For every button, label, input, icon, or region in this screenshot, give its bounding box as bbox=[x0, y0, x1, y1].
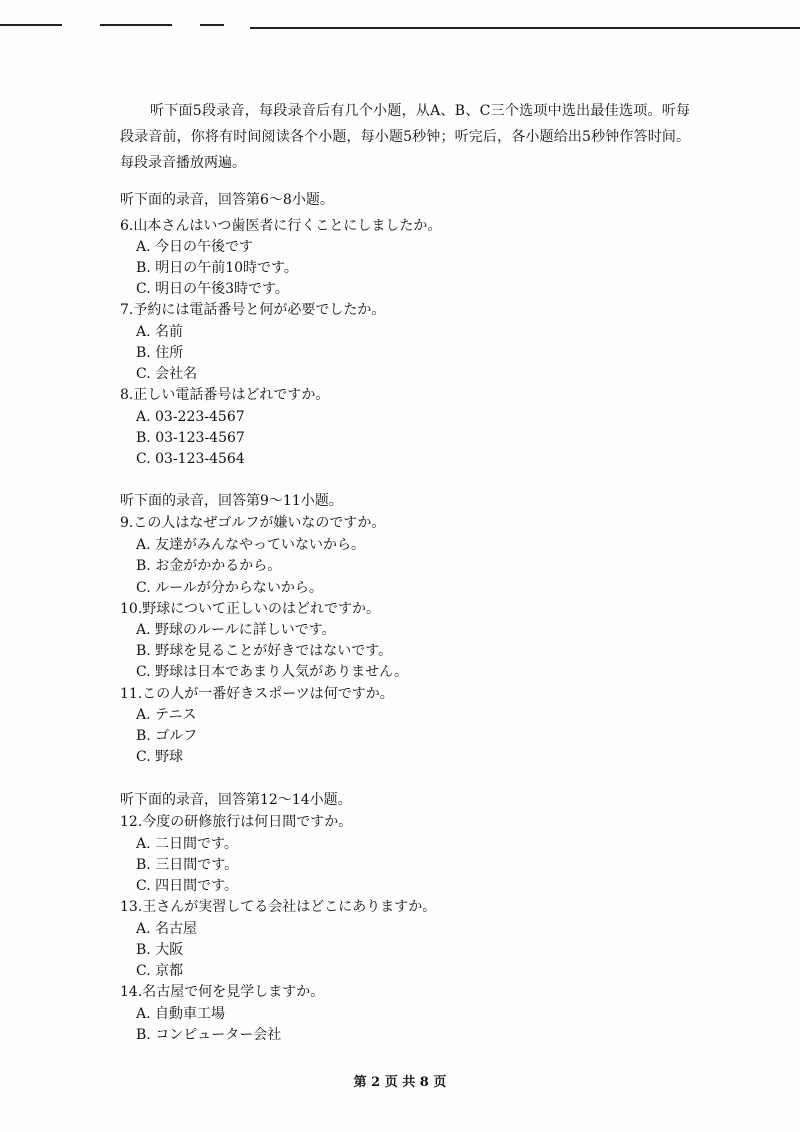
instructions-paragraph: 听下面5段录音，每段录音后有几个小题，从A、B、C三个选项中选出最佳选项。听每段录音前，你将有时间阅读各个小题，每小题5秒钟；听完后，各小题给出5秒钟作答时间。每段录音播放两遍。 bbox=[120, 103, 690, 171]
answer-option: C. 会社名 bbox=[136, 366, 198, 382]
question-text: 12.今度の研修旅行は何日間ですか。 bbox=[120, 814, 353, 830]
answer-option: B. コンピューター会社 bbox=[136, 1027, 282, 1043]
top-rule-segment bbox=[0, 24, 62, 26]
answer-option: C. 野球 bbox=[136, 749, 184, 765]
question-text: 13.王さんが実習してる会社はどこにありますか。 bbox=[120, 899, 437, 915]
section-header: 听下面的录音，回答第9～11小题。 bbox=[120, 493, 343, 509]
answer-option: C. 京都 bbox=[136, 963, 184, 979]
answer-option: B. 明日の午前10時です。 bbox=[136, 260, 298, 276]
answer-option: A. 二日間です。 bbox=[136, 836, 238, 852]
answer-option: A. 03-223-4567 bbox=[136, 409, 245, 425]
answer-option: A. 友達がみんなやっていないから。 bbox=[136, 537, 366, 553]
answer-option: C. 明日の午後3時です。 bbox=[136, 281, 289, 297]
answer-option: C. 03-123-4564 bbox=[136, 451, 245, 467]
answer-option: C. 野球は日本であまり人気がありません。 bbox=[136, 664, 408, 680]
answer-option: C. ルールが分からないから。 bbox=[136, 580, 323, 596]
section-header: 听下面的录音，回答第6～8小题。 bbox=[120, 192, 334, 208]
answer-option: B. 大阪 bbox=[136, 942, 184, 958]
question-text: 14.名古屋で何を見学しますか。 bbox=[120, 984, 325, 1000]
answer-option: A. 今日の午後です bbox=[136, 239, 254, 255]
answer-option: B. お金がかかるから。 bbox=[136, 558, 282, 574]
question-text: 6.山本さんはいつ歯医者に行くことにしましたか。 bbox=[120, 218, 442, 234]
answer-option: B. 野球を見ることが好きではないです。 bbox=[136, 643, 393, 659]
question-text: 8.正しい電話番号はどれですか。 bbox=[120, 387, 330, 403]
question-text: 11.この人が一番好きスポーツは何ですか。 bbox=[120, 686, 394, 702]
top-rule-segment bbox=[100, 24, 172, 26]
question-text: 9.この人はなぜゴルフが嫌いなのですか。 bbox=[120, 515, 386, 531]
answer-option: A. 名前 bbox=[136, 324, 184, 340]
answer-option: B. 三日間です。 bbox=[136, 857, 239, 873]
answer-option: A. 野球のルールに詳しいです。 bbox=[136, 622, 336, 638]
question-text: 10.野球について正しいのはどれですか。 bbox=[120, 601, 380, 617]
answer-option: B. ゴルフ bbox=[136, 728, 198, 744]
page-number: 第 2 页 共 8 页 bbox=[353, 1075, 447, 1090]
answer-option: C. 四日間です。 bbox=[136, 878, 238, 894]
top-rule bbox=[250, 27, 800, 29]
answer-option: B. 住所 bbox=[136, 345, 184, 361]
section-header: 听下面的录音，回答第12～14小题。 bbox=[120, 792, 352, 808]
top-rule-segment bbox=[200, 24, 224, 26]
answer-option: A. 自動車工場 bbox=[136, 1006, 226, 1022]
question-text: 7.予約には電話番号と何が必要でしたか。 bbox=[120, 302, 386, 318]
answer-option: B. 03-123-4567 bbox=[136, 430, 245, 446]
answer-option: A. 名古屋 bbox=[136, 921, 198, 937]
answer-option: A. テニス bbox=[136, 707, 197, 723]
